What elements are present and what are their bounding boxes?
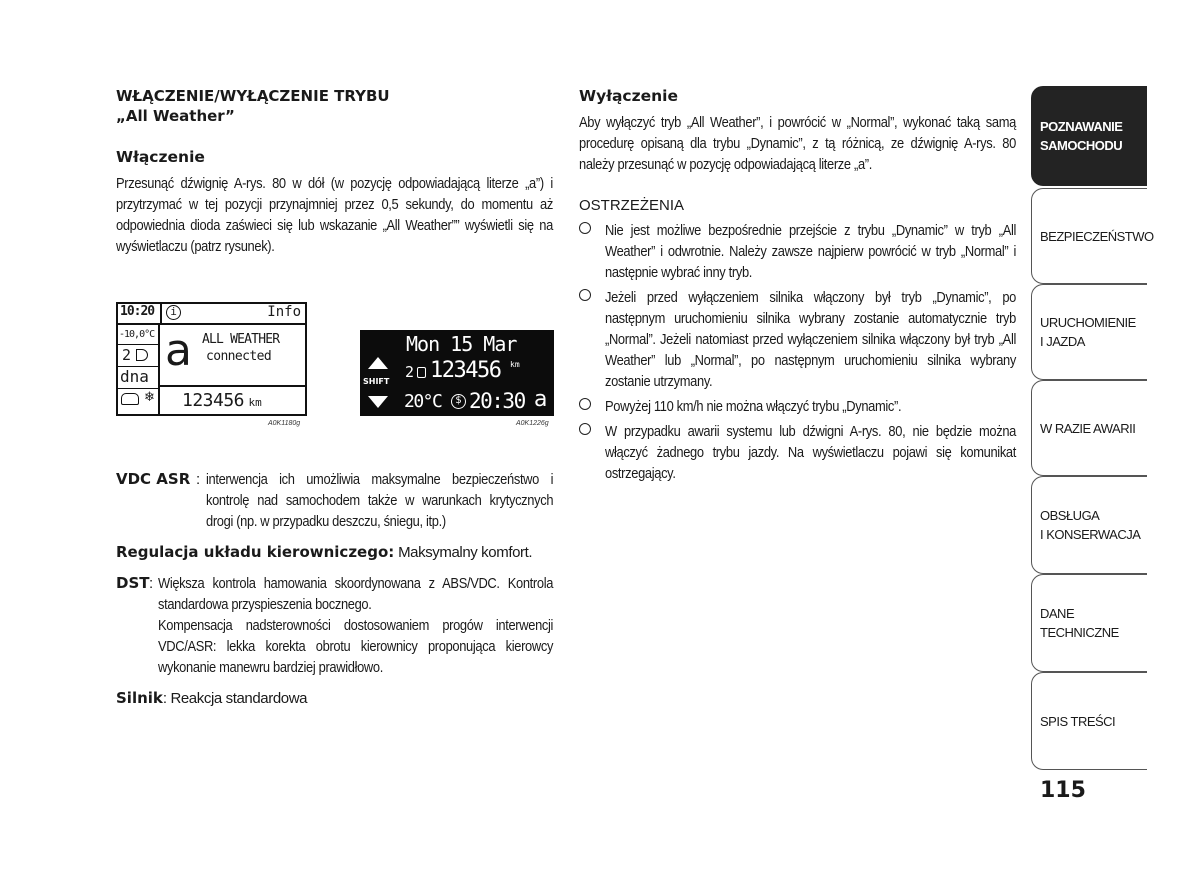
section-heading-line1: WŁĄCZENIE/WYŁĄCZENIE TRYBU: [116, 87, 390, 105]
dst-text-2: Kompensacja nadsterowności dostosowaniem progów interwencji VDC/ASR: lekka korekta obrotu kierownicy proponująca kierowcy wykonanie manewru bardziej prawidłowo.: [158, 617, 554, 676]
shift-down-icon: [368, 396, 388, 408]
figure-1-code: A0K1180g: [268, 420, 301, 427]
bullet-circle-icon: [579, 423, 591, 435]
fuel-icon: [417, 367, 426, 378]
tab-spis-tresci[interactable]: SPIS TREŚCI: [1031, 672, 1147, 770]
display-figure-2: [360, 330, 554, 416]
enable-paragraph: Przesunąć dźwignię A-rys. 80 w dół (w pozycję odpowiadającą literze „a”) i przytrzymać w tej pozycji przynajmniej przez 0,5 sekundy, do momentu aż odpowiednia dioda zaświeci się lub wskazanie „All Weather”” wyświetli się na wyświetlaczu (patrz rysunek).: [116, 175, 553, 255]
steering-term: Regulacja układu kierowniczego:: [116, 543, 395, 561]
mode-letter: a: [165, 325, 192, 376]
bullet-circle-icon: [579, 398, 591, 410]
bullet-circle-icon: [579, 289, 591, 301]
mode-message-line1: ALL WEATHER: [202, 332, 280, 347]
tab-dane-techniczne[interactable]: DANE TECHNICZNE: [1031, 574, 1147, 672]
shift-up-icon: [368, 357, 388, 369]
vdc-text: interwencja ich umożliwia maksymalne bezpieczeństwo i kontrolę nad samochodem także w warunkach krytycznych drogi (np. w przypadku deszczu, śniegu, itp.): [206, 471, 554, 530]
odometer-value-2: 123456: [430, 358, 501, 383]
warning-item: W przypadku awarii systemu lub dźwigni A-rys. 80, nie będzie można włączyć żadnego trybu jazdy. Na wyświetlaczu pojawi się komunikat ostrzegający.: [579, 421, 1017, 484]
outside-temp: -10,0°C: [118, 325, 158, 345]
disable-paragraph: Aby wyłączyć tryb „All Weather”, i powrócić w „Normal”, wykonać taką samą procedurę opisaną dla trybu „Dynamic”, z tą różnicą, ze dźwignię A-rys. 80 należy przesunąć w pozycję odpowiadającą literze „a”.: [579, 114, 1016, 173]
mode-letter-2: a: [534, 387, 548, 412]
headlight-icon: [136, 349, 148, 361]
dna-label: dna: [118, 367, 158, 389]
tab-obsluga-i-konserwacja[interactable]: OBSŁUGA I KONSERWACJA: [1031, 476, 1147, 574]
tab-uruchomienie-i-jazda[interactable]: URUCHOMIENIE I JAZDA: [1031, 284, 1147, 380]
info-icon: i: [166, 305, 181, 320]
tab-w-razie-awarii[interactable]: W RAZIE AWARII: [1031, 380, 1147, 476]
tab-bezpieczenstwo[interactable]: BEZPIECZEŃSTWO: [1031, 188, 1147, 284]
warnings-title: OSTRZEŻENIA: [579, 197, 685, 214]
shift-label: SHIFT: [363, 377, 390, 386]
engine-definition: Silnik: Reakcja standardowa: [116, 689, 308, 707]
section-heading-line2: „All Weather”: [116, 107, 235, 125]
engine-term: Silnik: [116, 689, 163, 707]
trip-indicator: 2: [405, 363, 415, 381]
right-column: [579, 86, 1017, 488]
dst-definition: DST : Większa kontrola hamowania skoordynowana z ABS/VDC. Kontrola standardowa przyspieszenia bocznego. Kompensacja nadsterowności dostosowaniem progów interwencji VDC/ASR: lekka korekta obrotu kierownicy proponująca kierowcy wykonanie manewru bardziej prawidłowo.: [116, 574, 554, 676]
display-figures: [116, 300, 556, 430]
page-number: 115: [1040, 778, 1086, 803]
odometer-unit-2: km: [510, 360, 520, 369]
clock-text-2: 20:30: [469, 389, 525, 413]
mode-definitions: [116, 469, 554, 709]
left-column: [116, 86, 554, 257]
vdc-term: VDC ASR: [116, 470, 191, 488]
odometer-unit: km: [248, 396, 262, 409]
warning-item: Nie jest możliwe bezpośrednie przejście z trybu „Dynamic” w tryb „All Weather” i odwrotnie. Należy zawsze najpierw powrócić w tryb „Normal” i następnie wybrać inny tryb.: [579, 220, 1017, 283]
clock-icon: $: [451, 394, 466, 409]
info-label: Info: [267, 304, 301, 320]
tab-poznawanie-samochodu[interactable]: POZNAWANIE SAMOCHODU: [1031, 86, 1147, 186]
display-figure-1: [116, 302, 307, 416]
dst-text-1: Większa kontrola hamowania skoordynowana z ABS/VDC. Kontrola standardowa przyspieszenia bocznego.: [158, 575, 554, 613]
snowflake-icon: ❄: [144, 390, 155, 405]
outside-temp-2: 20°C: [404, 391, 442, 412]
steering-text: Maksymalny komfort.: [398, 544, 533, 561]
car-icon: [121, 393, 139, 405]
dst-term: DST: [116, 574, 150, 592]
subheading-disable: Wyłączenie: [579, 87, 678, 105]
figure-2-code: A0K1226g: [516, 420, 549, 427]
gear-indicator: 2: [122, 346, 132, 364]
mode-message-line2: connected: [206, 349, 272, 364]
section-heading: [116, 86, 554, 126]
engine-text: Reakcja standardowa: [170, 690, 308, 707]
steering-definition: [116, 542, 554, 563]
bullet-circle-icon: [579, 222, 591, 234]
vdc-definition: VDC ASR : interwencja ich umożliwia maksymalne bezpieczeństwo i kontrolę nad samochodem także w warunkach krytycznych drogi (np. w przypadku deszczu, śniegu, itp.): [116, 470, 554, 530]
warnings-list: [579, 220, 1017, 484]
date-text: Mon 15 Mar: [406, 332, 517, 356]
warning-item: Jeżeli przed wyłączeniem silnika włączony był tryb „Dynamic”, po następnym uruchomieniu silnika wybrany zostanie automatycznie tryb „Normal”. Jeżeli natomiast przed wyłączeniem silnika włączony był tryb „All Weather” lub „Normal”, po następnym uruchomieniu silnika wybrany zostanie utrzymany.: [579, 287, 1017, 392]
subheading-enable: Włączenie: [116, 148, 205, 166]
warning-item: Powyżej 110 km/h nie można włączyć trybu „Dynamic”.: [579, 396, 1017, 417]
odometer-value: 123456: [182, 390, 245, 411]
clock-text: 10:20: [120, 304, 155, 319]
